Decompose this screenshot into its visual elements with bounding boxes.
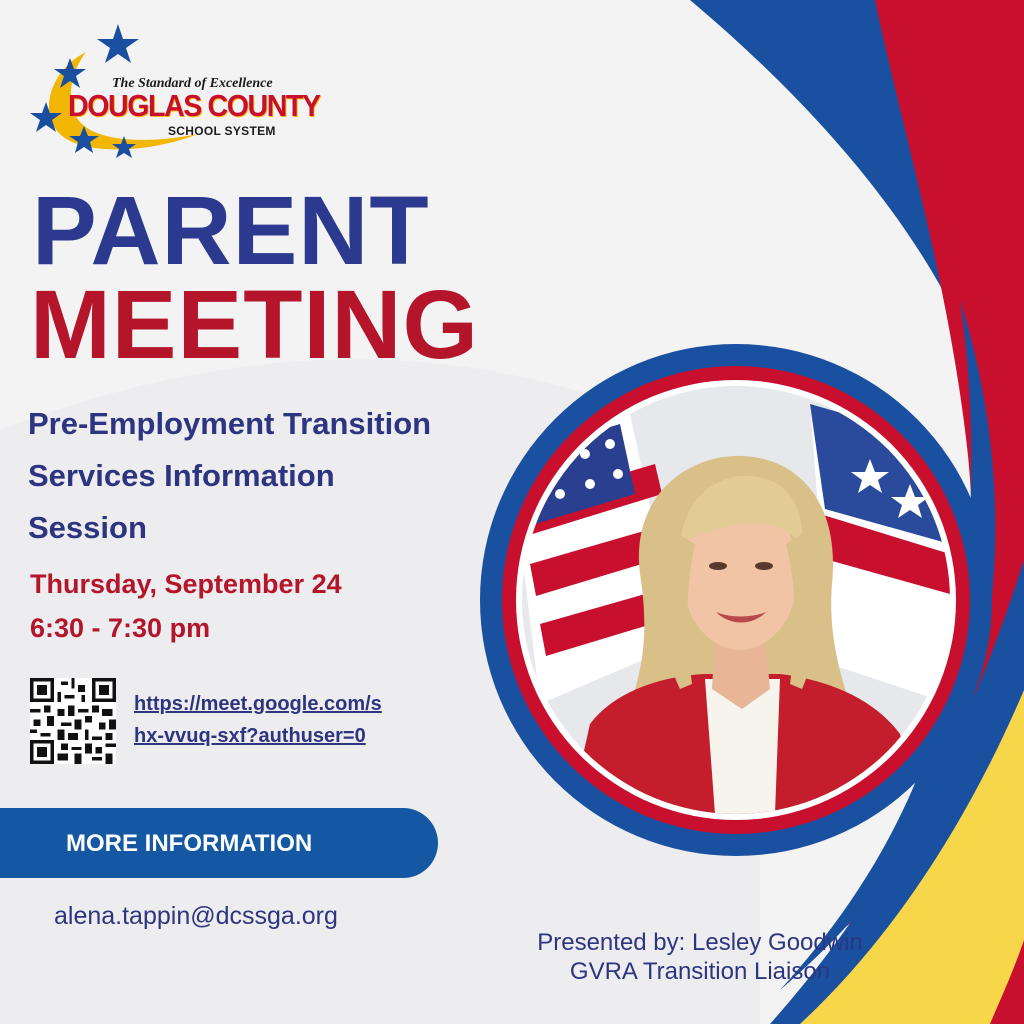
more-information-banner[interactable]	[0, 808, 438, 878]
event-datetime	[30, 562, 342, 650]
logo-subtitle: SCHOOL SYSTEM	[168, 124, 276, 138]
subtitle-line: Pre-Employment Transition	[28, 406, 432, 441]
event-subtitle	[28, 398, 548, 554]
contact-email[interactable]: alena.tappin@dcssga.org	[54, 902, 338, 930]
star-icon	[97, 24, 139, 63]
subtitle-line: Session	[28, 510, 147, 545]
presenter-title: GVRA Transition Liaison	[569, 958, 831, 985]
logo-district-name: DOUGLAS COUNTY	[68, 88, 320, 123]
presenter-portrait	[480, 344, 1004, 858]
headline-meeting: MEETING	[30, 270, 479, 379]
event-date: Thursday, September 24	[30, 569, 342, 599]
headline-parent: PARENT	[32, 176, 430, 285]
qr-code-icon[interactable]	[30, 678, 116, 764]
presenter-name: Presented by: Lesley Goodwin	[537, 929, 863, 956]
meeting-link-line[interactable]: https://meet.google.com/s	[134, 693, 382, 715]
presenter-info	[470, 928, 930, 986]
more-information-label: MORE INFORMATION	[66, 830, 313, 857]
subtitle-line: Services Information	[28, 458, 335, 493]
event-time: 6:30 - 7:30 pm	[30, 613, 211, 643]
logo-tagline: The Standard of Excellence	[112, 76, 273, 91]
meeting-link[interactable]	[134, 688, 382, 752]
meeting-link-line[interactable]: hx-vvuq-sxf?authuser=0	[134, 725, 366, 747]
